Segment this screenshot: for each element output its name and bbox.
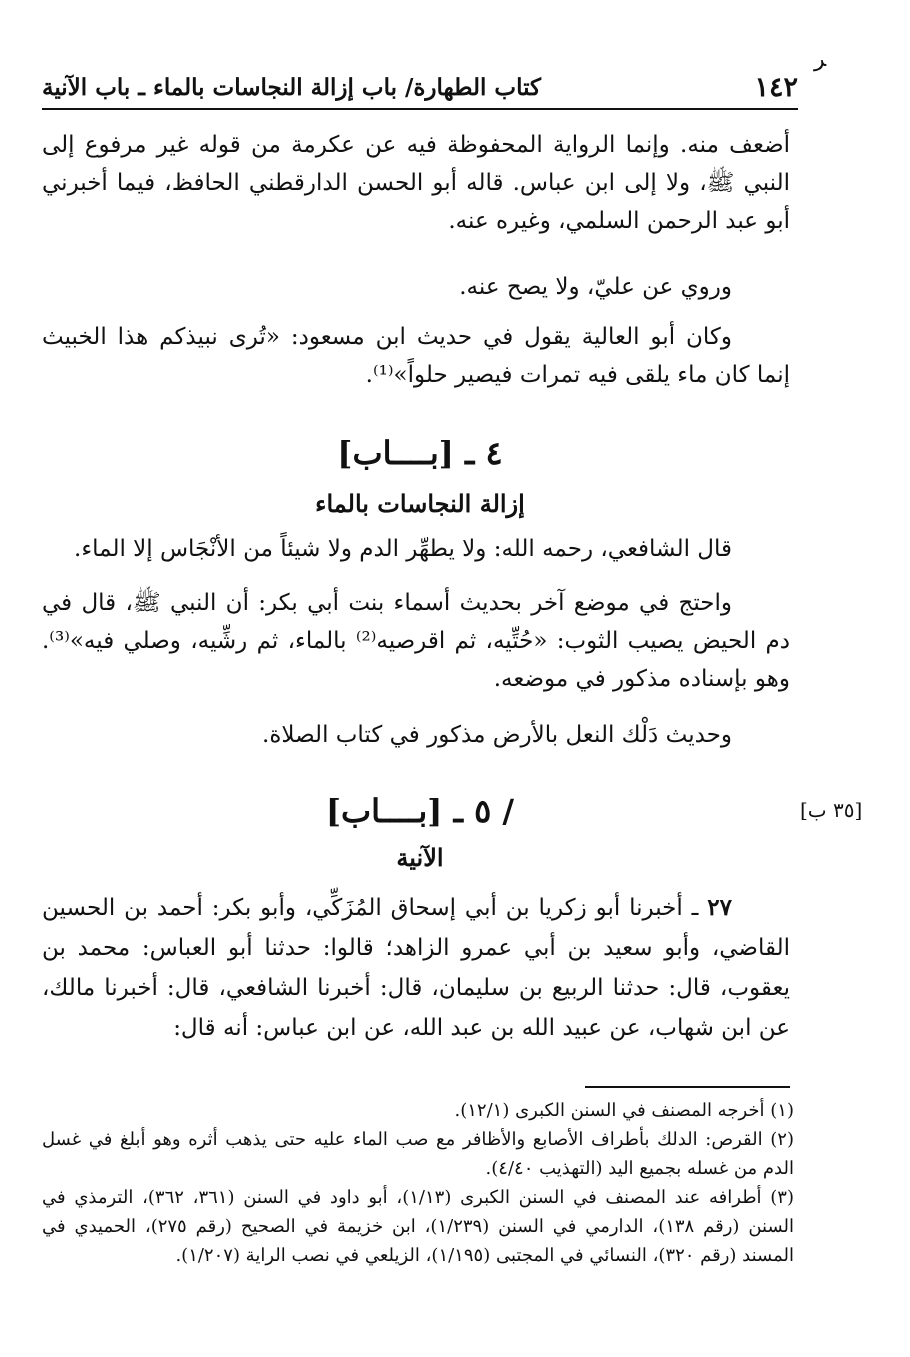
footnote-number: (٣) [770, 1187, 794, 1208]
paragraph-text: أضعف منه. وإنما الرواية المحفوظة فيه عن عكرمة من قوله غير مرفوع إلى النبي ﷺ، ولا إلى ابن عباس. قاله أبو الحسن الدارقطني الحافظ، فيما أخبرني أبو عبد الرحمن السلمي، وغيره عنه. [42, 132, 790, 234]
paragraph-3 [42, 318, 790, 394]
section-5-heading: / ٥ ـ [بــــاب] [325, 792, 515, 830]
footnote-text: أخرجه المصنف في السنن الكبرى (١٢/١). [454, 1100, 765, 1121]
header-title: كتاب الطهارة/ باب إزالة النجاسات بالماء ـ باب الآنية [42, 74, 541, 101]
hadith-text-block [42, 888, 790, 1048]
footnote-2 [42, 1125, 794, 1183]
running-header [42, 68, 798, 108]
footnote-text: أطرافه عند المصنف في السنن الكبرى (١/١٣)، أبو داود في السنن (٣٦١، ٣٦٢)، الترمذي في السنن (رقم ١٣٨)، الدارمي في السنن (١/٢٣٩)، ابن خزيمة في الصحيح (رقم ٢٧٥)، الحميدي في المسند (رقم ٣٢٠)، النسائي في المجتبى (١/١٩٥)، الزيلعي في نصب الراية (١/٢٠٧). [42, 1187, 795, 1266]
paragraph-text: واحتج في موضع آخر بحديث أسماء بنت أبي بكر: أن النبي ﷺ، قال في دم الحيض يصيب الثوب: «حُتِّيه، ثم اقرصيه⁽²⁾ بالماء، ثم رشِّيه، وصلي فيه»⁽³⁾. وهو بإسناده مذكور في موضعه. [42, 590, 790, 692]
footnote-1 [42, 1096, 794, 1125]
section-4-heading: ٤ ـ [بــــاب] [337, 434, 503, 472]
hadith-text: ـ أخبرنا أبو زكريا بن أبي إسحاق المُزَكِّي، وأبو بكر: أحمد بن الحسين القاضي، وأبو سعيد بن أبي عمرو الزاهد؛ قالوا: حدثنا أبو العباس: محمد بن يعقوب، قال: حدثنا الربيع بن سليمان، قال: أخبرنا الشافعي، قال: أخبرنا مالك، عن ابن شهاب، عن عبيد الله بن عبد الله، عن ابن عباس: أنه قال: [42, 895, 790, 1041]
paragraph-1 [42, 126, 790, 240]
hadith-paragraph [42, 888, 790, 1048]
paragraph-text: وروي عن عليّ، ولا يصح عنه. [459, 274, 732, 300]
footnote-divider [585, 1086, 790, 1088]
page-number: ١٤٢ [754, 72, 798, 103]
section-4-title: إزالة النجاسات بالماء [315, 489, 525, 518]
hadith-number: ٢٧ [707, 894, 733, 921]
paragraph-4 [42, 530, 790, 568]
header-divider [42, 108, 798, 110]
paragraph-2 [42, 268, 790, 306]
paragraph-text: قال الشافعي، رحمه الله: ولا يطهِّر الدم ولا شيئاً من الأنْجَاس إلا الماء. [74, 536, 732, 562]
section-5-title: الآنية [396, 843, 444, 872]
footnote-text: القرص: الدلك بأطراف الأصابع والأظافر مع صب الماء عليه حتى يذهب أثره وهو أبلغ في غسل الدم من غسله بجميع اليد (التهذيب ٤/٤٠). [42, 1129, 794, 1179]
footnote-number: (٢) [770, 1129, 794, 1150]
corner-mark: ﺮ [814, 47, 827, 72]
paragraph-text: وحديث دَلْك النعل بالأرض مذكور في كتاب الصلاة. [262, 722, 732, 748]
footnote-number: (١) [770, 1100, 794, 1121]
manuscript-folio-ref: [٣٥ ب] [800, 798, 863, 822]
footnote-3 [42, 1183, 794, 1270]
paragraph-6 [42, 716, 790, 754]
paragraph-text: وكان أبو العالية يقول في حديث ابن مسعود: «تُرى نبيذكم هذا الخبيث إنما كان ماء يلقى فيه تمرات فيصير حلواً»⁽¹⁾. [42, 324, 790, 388]
paragraph-5 [42, 584, 790, 698]
footnotes [42, 1096, 794, 1270]
